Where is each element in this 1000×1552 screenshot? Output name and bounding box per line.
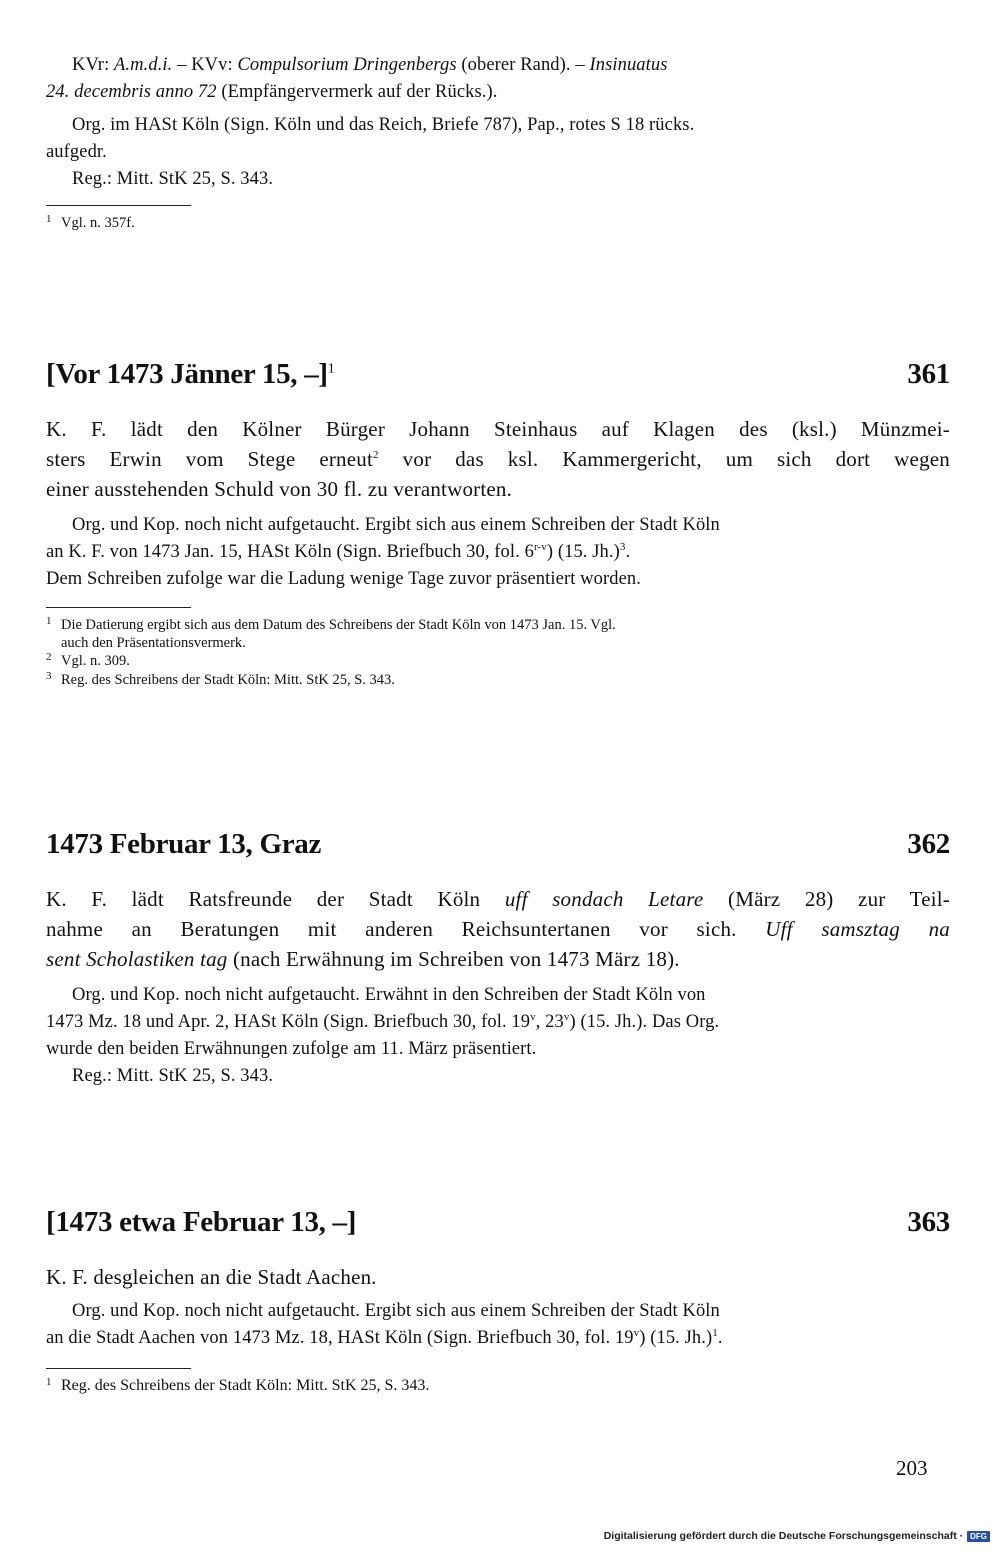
italic-fragment: A.m.d.i. [114, 55, 173, 75]
footnote-ref: 1 [712, 1326, 718, 1339]
text-line [46, 539, 950, 566]
italic-fragment: 24. decembris anno 72 [46, 82, 217, 102]
text-line [46, 444, 950, 474]
original-note [46, 112, 950, 139]
text-fragment: K. F. lädt Ratsfreunde der Stadt Köln [46, 887, 505, 911]
text-line [46, 1325, 950, 1352]
text-line: K. F. desgleichen an die Stadt Aachen. [46, 1265, 377, 1289]
text-fragment: (März 28) zur Teil- [703, 887, 951, 911]
text-fragment: an die Stadt Aachen von 1473 Mz. 18, HASt Köln (Sign. Briefbuch 30, fol. 19 [46, 1328, 634, 1348]
text-fragment: sters Erwin vom Stege erneut [46, 447, 373, 471]
superscript: v [530, 1010, 536, 1023]
entry-363 [46, 1204, 950, 1396]
text-line: Org. im HASt Köln (Sign. Köln und das Reich, Briefe 787), Pap., rotes S 18 rücks. [72, 115, 695, 135]
text-line: Org. und Kop. noch nicht aufgetaucht. Ergibt sich aus einem Schreiben der Stadt Köln [72, 1301, 720, 1321]
entry-summary [46, 1262, 950, 1292]
endorsement-note [46, 52, 950, 79]
entry-source-note [46, 512, 950, 593]
superscript: r-v [533, 540, 547, 553]
previous-entry-tail [46, 52, 950, 233]
footnote-text: Vgl. n. 309. [61, 653, 130, 669]
page-number: 203 [896, 1456, 928, 1480]
footnote [46, 616, 950, 652]
text-fragment: . [717, 1328, 723, 1348]
text-line [46, 1009, 950, 1036]
original-note-cont [46, 139, 950, 166]
footnote [46, 652, 950, 671]
text-line: Dem Schreiben zufolge war die Ladung wenige Tage zuvor präsentiert worden. [46, 569, 641, 589]
text-fragment: – KVv: [172, 55, 238, 75]
text-fragment: (nach Erwähnung im Schreiben von 1473 März 18). [227, 947, 680, 971]
footnote-number: 1 [46, 615, 52, 627]
footnote-text: Vgl. n. 357f. [61, 215, 135, 231]
footnote-divider [46, 607, 191, 608]
italic-fragment: Compulsorium Dringenbergs [237, 55, 457, 75]
footnote-text [61, 616, 950, 652]
footnote [46, 1377, 950, 1396]
entry-362 [46, 826, 950, 1090]
footnote-divider [46, 1368, 191, 1369]
text-line: Org. und Kop. noch nicht aufgetaucht. Ergibt sich aus einem Schreiben der Stadt Köln [72, 515, 720, 535]
footnote-number: 1 [46, 213, 52, 225]
text-fragment: nahme an Beratungen mit anderen Reichsuntertanen vor sich. [46, 917, 766, 941]
italic-fragment: sent Scholastiken tag [46, 947, 228, 971]
superscript: v [633, 1326, 640, 1339]
text-fragment: . [625, 542, 631, 562]
text-line: Reg.: Mitt. StK 25, S. 343. [72, 169, 274, 189]
footnote-text: Reg. des Schreibens der Stadt Köln: Mitt. StK 25, S. 343. [61, 672, 395, 688]
text-fragment: ) (15. Jh.) [639, 1328, 713, 1348]
text-fragment: (oberer Rand). – [456, 55, 590, 75]
text-line: Org. und Kop. noch nicht aufgetaucht. Erwähnt in den Schreiben der Stadt Köln von [72, 985, 706, 1005]
footnote-text: Reg. des Schreibens der Stadt Köln: Mitt. StK 25, S. 343. [61, 1377, 430, 1394]
entry-number: 361 [907, 358, 950, 390]
italic-fragment: Insinuatus [589, 55, 668, 75]
text-line: wurde den beiden Erwähnungen zufolge am 11. März präsentiert. [46, 1039, 537, 1059]
footnote-number: 3 [46, 670, 52, 682]
endorsement-note-cont [46, 79, 950, 106]
text-line: auch den Präsentationsvermerk. [61, 635, 246, 651]
text-fragment: 1473 Mz. 18 und Apr. 2, HASt Köln (Sign. Briefbuch 30, fol. 19 [46, 1012, 531, 1032]
credit-text: Digitalisierung gefördert durch die Deutsche Forschungsgemeinschaft · [603, 1530, 964, 1542]
entry-number: 362 [907, 828, 950, 860]
text-line: Die Datierung ergibt sich aus dem Datum des Schreibens der Stadt Köln von 1473 Jan. 15. Vgl. [61, 617, 616, 633]
footnote-divider [46, 205, 191, 206]
text-fragment: , 23 [535, 1012, 564, 1032]
entry-date-text: [Vor 1473 Jänner 15, –] [46, 358, 328, 390]
text-fragment: KVr: [72, 55, 115, 75]
text-line [46, 914, 950, 944]
text-fragment: ) (15. Jh.) [546, 542, 620, 562]
text-line: aufgedr. [46, 142, 107, 162]
entry-summary [46, 414, 950, 504]
text-line [46, 884, 950, 914]
entry-361 [46, 356, 950, 690]
text-fragment: (Empfängervermerk auf der Rücks.). [216, 82, 498, 102]
footnote-ref: 3 [619, 540, 626, 553]
italic-fragment: Uff samsztag na [765, 917, 951, 941]
dfg-logo: DFG [967, 1531, 990, 1542]
italic-fragment: uff sondach Letare [504, 887, 704, 911]
entry-date [46, 356, 334, 392]
entry-source-note [46, 1298, 950, 1352]
footnote-number: 2 [46, 651, 52, 663]
digitization-credit [604, 1530, 990, 1542]
entry-date: [1473 etwa Februar 13, –] [46, 1206, 357, 1238]
text-fragment: vor das ksl. Kammergericht, um sich dort wegen [378, 447, 950, 471]
text-line [46, 944, 950, 974]
entry-heading [46, 1204, 950, 1240]
footnote-ref: 2 [372, 449, 379, 461]
footnote [46, 214, 950, 233]
text-fragment: ) (15. Jh.). Das Org. [569, 1012, 720, 1032]
footnote-number: 1 [46, 1376, 52, 1388]
entry-date: 1473 Februar 13, Graz [46, 828, 322, 860]
superscript: v [563, 1010, 570, 1023]
entry-summary [46, 884, 950, 974]
regest-note [46, 166, 950, 193]
footnote [46, 671, 950, 690]
regest-note: Reg.: Mitt. StK 25, S. 343. [72, 1066, 274, 1086]
footnote-ref: 1 [327, 361, 335, 377]
entry-source-note [46, 982, 950, 1090]
entry-number: 363 [907, 1206, 950, 1238]
entry-heading [46, 356, 950, 392]
text-line: einer ausstehenden Schuld von 30 fl. zu verantworten. [46, 477, 513, 501]
text-fragment: an K. F. von 1473 Jan. 15, HASt Köln (Sign. Briefbuch 30, fol. 6 [46, 542, 534, 562]
text-line: K. F. lädt den Kölner Bürger Johann Steinhaus auf Klagen des (ksl.) Münzmei- [46, 417, 950, 441]
entry-heading [46, 826, 950, 862]
